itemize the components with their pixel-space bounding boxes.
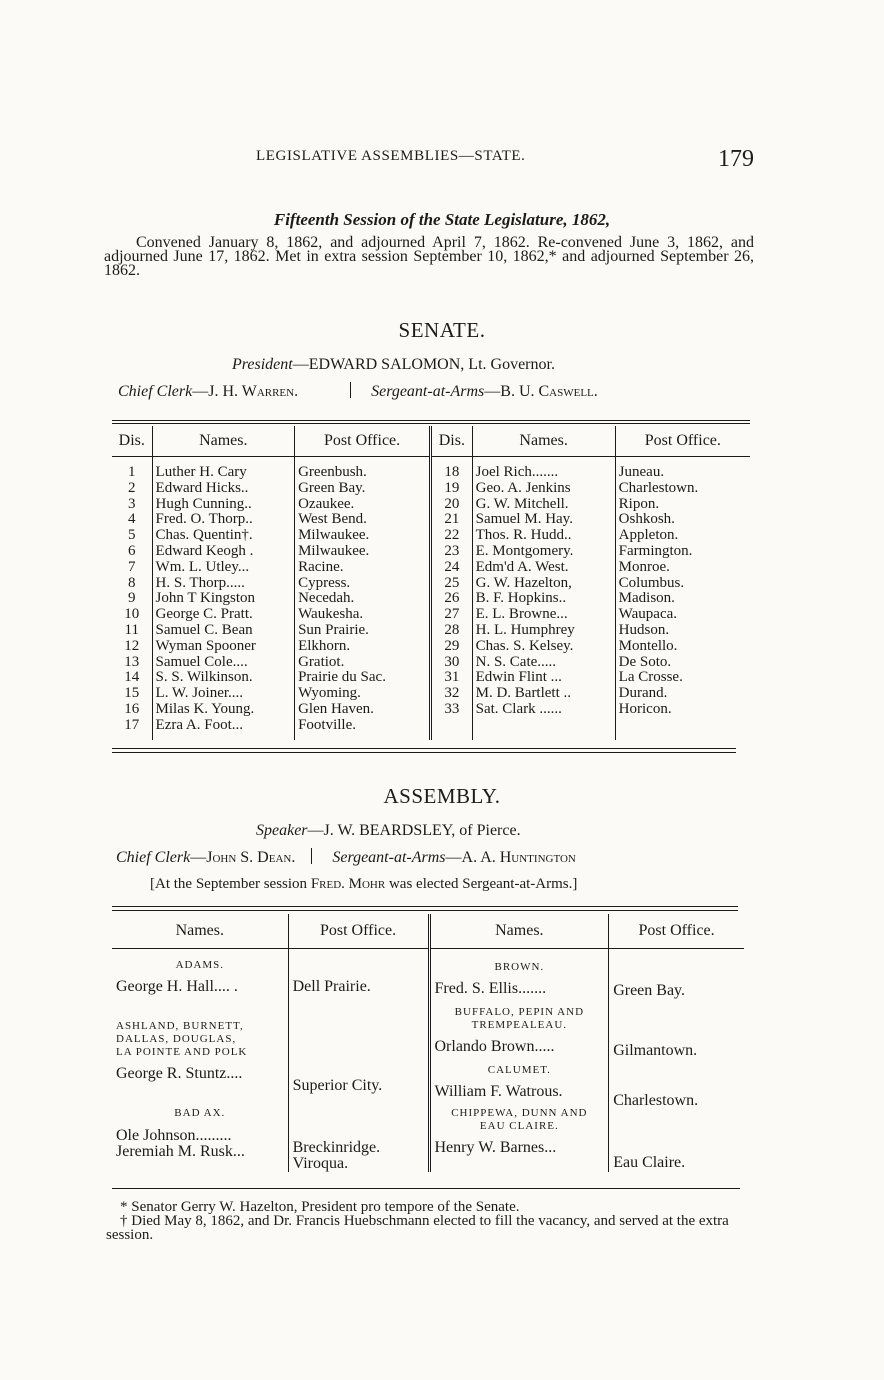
table-row <box>112 481 750 497</box>
assembly-bottom-rule <box>112 1188 740 1189</box>
spacer-cell <box>431 734 473 740</box>
senate-table <box>112 426 750 740</box>
post-office: Wyoming. <box>295 686 431 702</box>
post-office: Prairie du Sac. <box>295 670 431 686</box>
district-number: 8 <box>112 576 152 592</box>
senate-officers-line <box>118 382 598 401</box>
table-row <box>112 544 750 560</box>
assembly-note <box>150 876 577 893</box>
table-row <box>112 457 750 481</box>
senator-name: Wyman Spooner <box>152 639 295 655</box>
senator-name: Ezra A. Foot... <box>152 718 295 734</box>
district-number: 20 <box>431 497 473 513</box>
right-po-cell <box>609 949 744 1173</box>
senator-name <box>472 718 615 734</box>
senator-name: N. S. Cate..... <box>472 655 615 671</box>
post-office: Greenbush. <box>295 457 431 481</box>
assembly-heading: ASSEMBLY. <box>383 784 501 808</box>
district-number: 32 <box>431 686 473 702</box>
member-name: Ole Johnson......... <box>116 1127 232 1144</box>
spacer-cell <box>112 734 152 740</box>
senator-name: H. S. Thorp..... <box>152 576 295 592</box>
spacer-cell <box>615 734 750 740</box>
post-office: Eau Claire. <box>613 1154 686 1171</box>
col-names-right: Names. <box>429 914 609 949</box>
spacer-cell <box>152 734 295 740</box>
assembly-header-row <box>112 914 744 949</box>
separator-bar <box>350 382 351 398</box>
right-names-cell <box>429 949 609 1173</box>
senator-name: L. W. Joiner.... <box>152 686 295 702</box>
member-name: Henry W. Barnes... <box>434 1139 557 1156</box>
district-number: 21 <box>431 512 473 528</box>
note-text-before: [At the September session <box>150 876 311 892</box>
district-number: 31 <box>431 670 473 686</box>
district-number: 14 <box>112 670 152 686</box>
table-row <box>112 607 750 623</box>
assembly-table <box>112 914 744 1172</box>
senator-name: Geo. A. Jenkins <box>472 481 615 497</box>
table-row <box>112 655 750 671</box>
district-number: 1 <box>112 457 152 481</box>
county-heading: TREMPEALEAU. <box>471 1019 568 1031</box>
table-row <box>112 718 750 734</box>
senator-name: Samuel M. Hay. <box>472 512 615 528</box>
speaker-label: Speaker <box>256 822 308 839</box>
post-office: Breckinridge. <box>292 1139 381 1156</box>
county-heading: LA POINTE AND POLK <box>116 1046 248 1058</box>
district-number: 29 <box>431 639 473 655</box>
senate-body <box>112 457 750 740</box>
post-office: Madison. <box>618 590 675 607</box>
col-names-right: Names. <box>472 426 615 457</box>
senate-bottom-rule <box>112 748 736 749</box>
col-dis-right: Dis. <box>431 426 473 457</box>
senate-bottom-rule-2 <box>112 752 736 753</box>
post-office: Milwaukee. <box>295 544 431 560</box>
senate-president-line <box>232 356 555 374</box>
footnote-dagger: † Died May 8, 1862, and Dr. Francis Huebschmann elected to fill the vacancy, and served at the extra session. <box>106 1213 729 1243</box>
district-number: 23 <box>431 544 473 560</box>
county-heading: ASHLAND, BURNETT, <box>116 1020 244 1032</box>
district-number: 10 <box>112 607 152 623</box>
senator-name: John T Kingston <box>152 591 295 607</box>
separator-bar <box>311 848 312 864</box>
post-office: Footville. <box>295 718 431 734</box>
district-number: 9 <box>112 591 152 607</box>
senate-chief-clerk-label: Chief Clerk <box>118 383 193 400</box>
table-row <box>112 497 750 513</box>
president-label: President <box>232 356 293 373</box>
post-office: Green Bay. <box>613 982 686 999</box>
senator-name: E. L. Browne... <box>472 607 615 623</box>
post-office: Elkhorn. <box>295 639 431 655</box>
district-number: 17 <box>112 718 152 734</box>
senator-name: Samuel Cole.... <box>152 655 295 671</box>
left-names-cell <box>112 949 288 1173</box>
post-office: Necedah. <box>295 591 431 607</box>
spacer-cell <box>472 734 615 740</box>
session-intro <box>104 236 754 278</box>
spacer-cell <box>295 734 431 740</box>
post-office: Sun Prairie. <box>295 623 431 639</box>
assembly-officers-line <box>116 848 576 867</box>
member-name: George R. Stuntz.... <box>116 1065 243 1082</box>
post-office: Hudson. <box>618 621 670 638</box>
member-name: Jeremiah M. Rusk... <box>116 1143 245 1160</box>
col-po-right: Post Office. <box>609 914 744 949</box>
col-dis-left: Dis. <box>112 426 152 457</box>
assembly-top-rule <box>112 906 738 907</box>
speaker-value: —J. W. BEARDSLEY, of Pierce. <box>307 822 521 839</box>
district-number: 2 <box>112 481 152 497</box>
post-office: Montello. <box>618 637 678 654</box>
senator-name: B. F. Hopkins.. <box>472 591 615 607</box>
post-office: Viroqua. <box>292 1155 349 1172</box>
post-office: De Soto. <box>618 653 672 670</box>
assembly-speaker-line <box>256 822 521 840</box>
county-heading: CALUMET. <box>487 1064 551 1076</box>
senator-name: Edwin Flint ... <box>472 670 615 686</box>
table-row <box>112 576 750 592</box>
assembly-chief-clerk-label: Chief Clerk <box>116 849 191 866</box>
senator-name: Chas. S. Kelsey. <box>472 639 615 655</box>
table-row <box>112 591 750 607</box>
county-heading: BAD AX. <box>174 1107 226 1119</box>
running-title: LEGISLATIVE ASSEMBLIES—STATE. <box>256 148 526 164</box>
note-name: Fred. Mohr <box>310 876 386 892</box>
col-names-left: Names. <box>152 426 295 457</box>
post-office: Charlestown. <box>618 479 699 496</box>
county-heading: ADAMS. <box>175 959 225 971</box>
county-heading: BUFFALO, PEPIN AND <box>454 1006 585 1018</box>
post-office: Juneau. <box>618 464 665 480</box>
table-row <box>112 528 750 544</box>
district-number: 16 <box>112 702 152 718</box>
post-office: Columbus. <box>618 574 685 591</box>
district-number: 28 <box>431 623 473 639</box>
post-office: Green Bay. <box>295 481 431 497</box>
footnotes <box>106 1200 756 1242</box>
senator-name: S. S. Wilkinson. <box>152 670 295 686</box>
post-office: Farmington. <box>618 542 693 559</box>
senator-name: M. D. Bartlett .. <box>472 686 615 702</box>
post-office: La Crosse. <box>618 669 683 686</box>
senator-name: Edward Keogh . <box>152 544 295 560</box>
senator-name: Edward Hicks.. <box>152 481 295 497</box>
senator-name: Hugh Cunning.. <box>152 497 295 513</box>
post-office <box>615 718 750 734</box>
senator-name: Luther H. Cary <box>152 457 295 481</box>
president-value: —EDWARD SALOMON, Lt. Governor. <box>292 356 555 373</box>
post-office: Cypress. <box>295 576 431 592</box>
col-po-left: Post Office. <box>288 914 429 949</box>
assembly-sergeant-value: —A. A. Huntington <box>445 849 576 866</box>
post-office: Ripon. <box>618 495 660 512</box>
col-po-right: Post Office. <box>615 426 750 457</box>
county-heading: CHIPPEWA, DUNN AND <box>451 1107 588 1119</box>
footnote-star: * Senator Gerry W. Hazelton, President pro tempore of the Senate. <box>120 1199 520 1215</box>
assembly-body <box>112 949 744 1173</box>
senate-sergeant-label: Sergeant-at-Arms <box>371 383 485 400</box>
county-heading: DALLAS, DOUGLAS, <box>116 1033 237 1045</box>
session-title: Fifteenth Session of the State Legislature, 1862, <box>273 210 611 229</box>
table-row <box>112 512 750 528</box>
senator-name: Samuel C. Bean <box>152 623 295 639</box>
post-office: Horicon. <box>618 700 672 717</box>
table-row <box>112 686 750 702</box>
district-number: 4 <box>112 512 152 528</box>
senator-name: Wm. L. Utley... <box>152 560 295 576</box>
senator-name: Thos. R. Hudd.. <box>472 528 615 544</box>
district-number: 3 <box>112 497 152 513</box>
table-row <box>112 560 750 576</box>
table-row <box>112 949 744 1173</box>
senator-name: Sat. Clark ...... <box>472 702 615 718</box>
county-heading: BROWN. <box>494 961 545 973</box>
page-number: 179 <box>718 146 754 172</box>
district-number: 24 <box>431 560 473 576</box>
assembly-chief-clerk-value: —John S. Dean. <box>190 849 296 866</box>
member-name: Orlando Brown..... <box>434 1038 555 1055</box>
senate-chief-clerk-value: —J. H. Warren. <box>192 383 299 400</box>
district-number: 30 <box>431 655 473 671</box>
senate-header-row <box>112 426 750 457</box>
senate-sergeant-value: —B. U. Caswell. <box>484 383 598 400</box>
district-number: 13 <box>112 655 152 671</box>
district-number: 22 <box>431 528 473 544</box>
post-office: Milwaukee. <box>295 528 431 544</box>
district-number: 26 <box>431 591 473 607</box>
post-office: Charlestown. <box>613 1092 699 1109</box>
member-name: Fred. S. Ellis....... <box>434 980 547 997</box>
district-number: 11 <box>112 623 152 639</box>
post-office: Superior City. <box>292 1077 383 1094</box>
senator-name: E. Montgomery. <box>472 544 615 560</box>
post-office: Dell Prairie. <box>292 978 371 995</box>
post-office: Gratiot. <box>295 655 431 671</box>
member-name: William F. Watrous. <box>434 1083 563 1100</box>
senator-name: Chas. Quentin†. <box>152 528 295 544</box>
district-number: 25 <box>431 576 473 592</box>
senator-name: G. W. Mitchell. <box>472 497 615 513</box>
senator-name: G. W. Hazelton, <box>472 576 615 592</box>
member-name: George H. Hall.... . <box>116 978 238 995</box>
district-number: 19 <box>431 481 473 497</box>
post-office: Racine. <box>295 560 431 576</box>
senator-name: Joel Rich....... <box>472 457 615 481</box>
senate-heading: SENATE. <box>398 318 486 342</box>
senate-top-rule-2 <box>112 423 750 424</box>
note-text-after: was elected Sergeant-at-Arms.] <box>385 876 578 892</box>
district-number: 5 <box>112 528 152 544</box>
table-row <box>112 639 750 655</box>
col-names-left: Names. <box>112 914 288 949</box>
district-number: 18 <box>431 457 473 481</box>
assembly-top-rule-2 <box>112 910 738 911</box>
district-number: 15 <box>112 686 152 702</box>
post-office: Glen Haven. <box>295 702 431 718</box>
post-office: Waukesha. <box>295 607 431 623</box>
post-office: Gilmantown. <box>613 1042 698 1059</box>
post-office: West Bend. <box>295 512 431 528</box>
table-row <box>112 623 750 639</box>
senator-name: George C. Pratt. <box>152 607 295 623</box>
col-po-left: Post Office. <box>295 426 431 457</box>
district-number: 6 <box>112 544 152 560</box>
table-row <box>112 670 750 686</box>
post-office: Monroe. <box>618 558 670 575</box>
senate-top-rule <box>112 420 750 421</box>
district-number: 12 <box>112 639 152 655</box>
post-office: Appleton. <box>618 527 679 544</box>
table-row-spacer <box>112 734 750 740</box>
senator-name: Milas K. Young. <box>152 702 295 718</box>
county-heading: EAU CLAIRE. <box>479 1120 559 1132</box>
district-number: 33 <box>431 702 473 718</box>
post-office: Durand. <box>618 685 668 702</box>
senator-name: H. L. Humphrey <box>472 623 615 639</box>
table-row <box>112 702 750 718</box>
assembly-sergeant-label: Sergeant-at-Arms <box>332 849 446 866</box>
senator-name: Edm'd A. West. <box>472 560 615 576</box>
post-office: Ozaukee. <box>295 497 431 513</box>
senator-name: Fred. O. Thorp.. <box>152 512 295 528</box>
left-po-cell <box>288 949 429 1173</box>
district-number: 7 <box>112 560 152 576</box>
session-intro-text: Convened January 8, 1862, and adjourned April 7, 1862. Re-convened June 3, 1862, and adjourned June 17, 1862. Met in extra session September 10, 1862,* and adjourned September 26, 1862. <box>104 234 754 279</box>
post-office: Oshkosh. <box>618 511 675 528</box>
district-number <box>431 718 473 734</box>
district-number: 27 <box>431 607 473 623</box>
post-office: Waupaca. <box>618 606 678 623</box>
